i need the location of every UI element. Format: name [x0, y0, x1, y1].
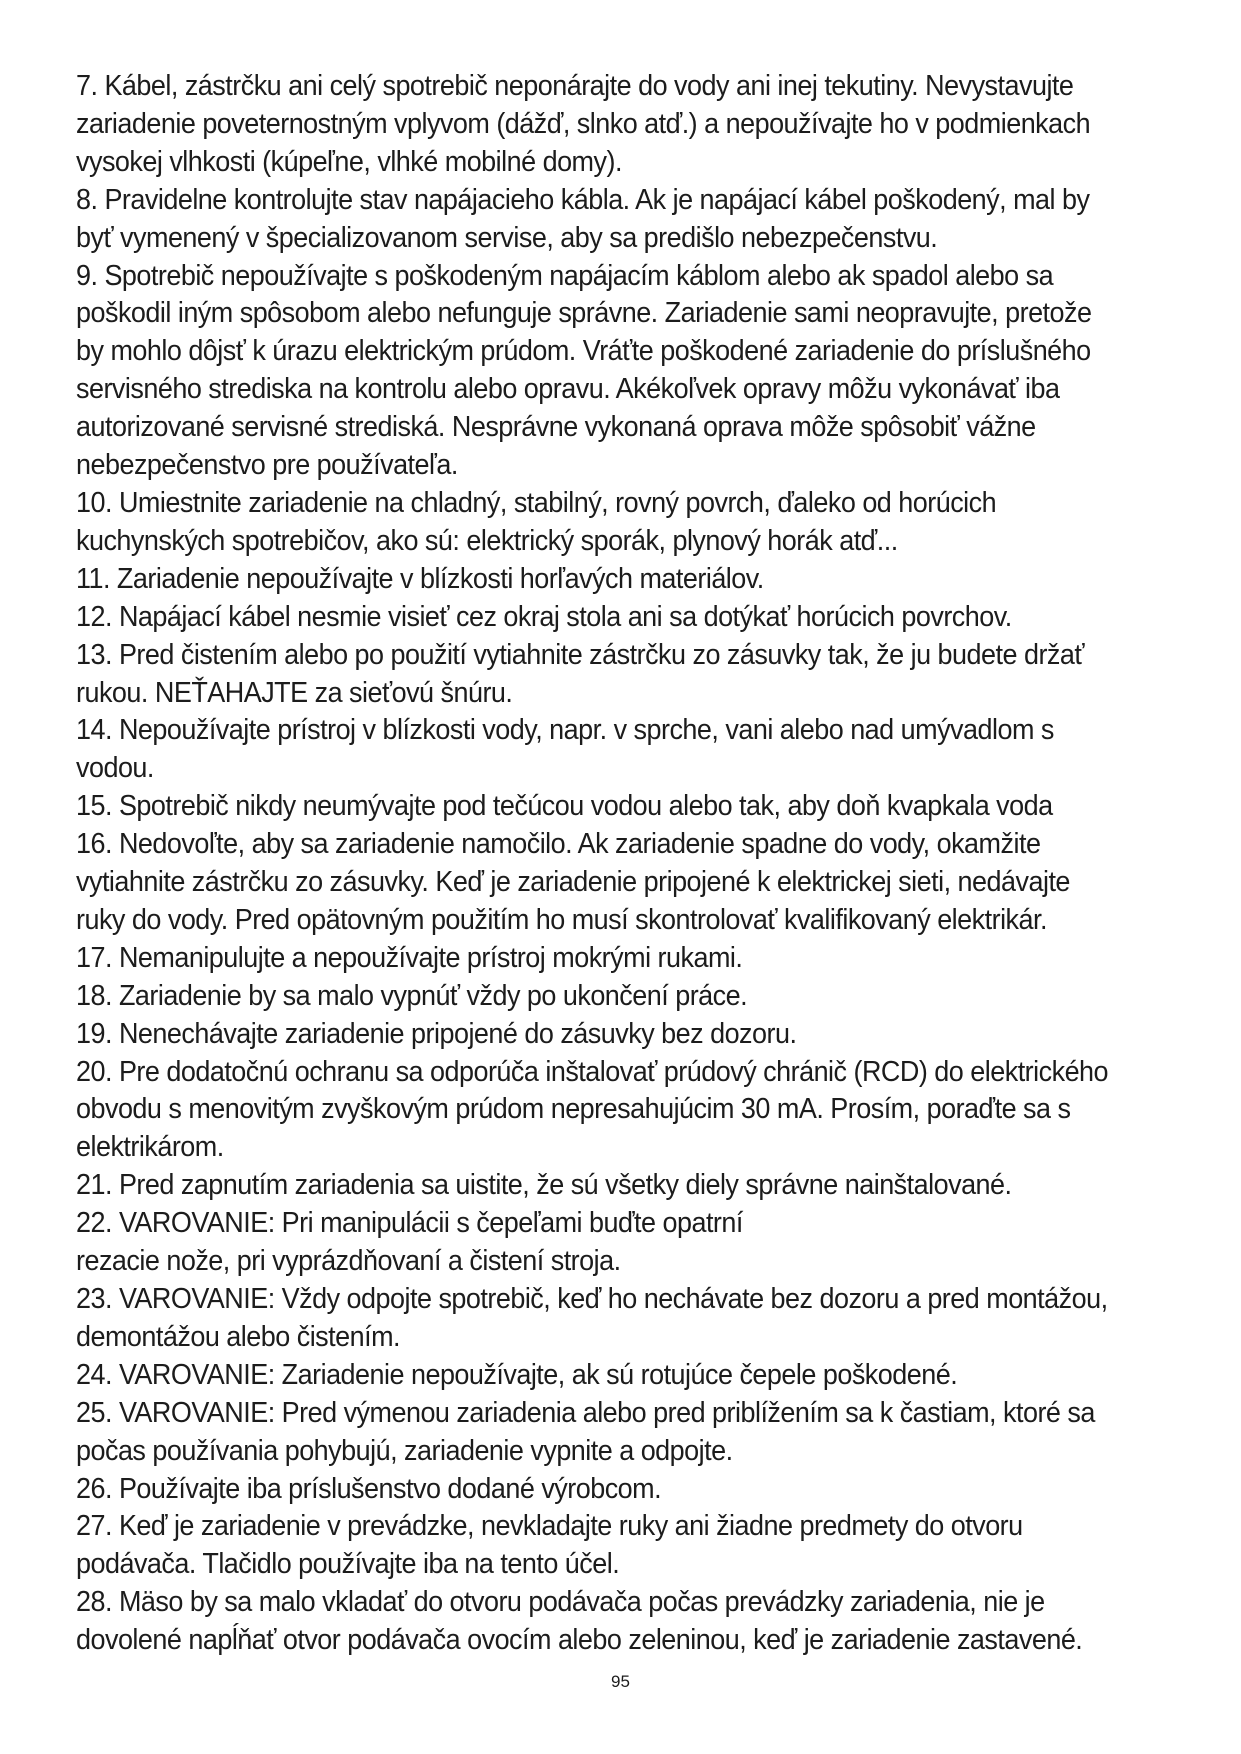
text-line: 18. Zariadenie by sa malo vypnúť vždy po ukončení práce.	[76, 979, 748, 1012]
text-line: 25. VAROVANIE: Pred výmenou zariadenia alebo pred priblížením sa k častiam, ktoré sa	[76, 1396, 1095, 1429]
text-line: 9. Spotrebič nepoužívajte s poškodeným napájacím káblom alebo ak spadol alebo sa	[76, 259, 1054, 292]
text-line: autorizované servisné strediská. Nesprávne vykonaná oprava môže spôsobiť vážne	[76, 411, 1036, 444]
text-line: elektrikárom.	[76, 1131, 224, 1164]
text-line: 20. Pre dodatočnú ochranu sa odporúča inštalovať prúdový chránič (RCD) do elektrického	[76, 1055, 1109, 1088]
text-line: demontážou alebo čistením.	[76, 1320, 401, 1353]
text-line: 28. Mäso by sa malo vkladať do otvoru podávača počas prevádzky zariadenia, nie je	[76, 1586, 1045, 1619]
text-line: 8. Pravidelne kontrolujte stav napájacieho kábla. Ak je napájací kábel poškodený, mal by	[76, 183, 1090, 216]
page-number: 95	[611, 1672, 630, 1691]
text-line: rukou. NEŤAHAJTE za sieťovú šnúru.	[76, 676, 513, 709]
text-line: 7. Kábel, zástrčku ani celý spotrebič neponárajte do vody ani inej tekutiny. Nevystavujte	[76, 70, 1074, 102]
text-line: rezacie nože, pri vyprázdňovaní a čistení stroja.	[76, 1245, 621, 1278]
text-line: 22. VAROVANIE: Pri manipulácii s čepeľami buďte opatrní	[76, 1207, 743, 1240]
text-line: počas používania pohybujú, zariadenie vypnite a odpojte.	[76, 1434, 733, 1467]
text-line: 27. Keď je zariadenie v prevádzke, nevkladajte ruky ani žiadne predmety do otvoru	[76, 1510, 1023, 1543]
text-line: 12. Napájací kábel nesmie visieť cez okraj stola ani sa dotýkať horúcich povrchov.	[76, 600, 1012, 633]
text-line: podávača. Tlačidlo používajte iba na tento účel.	[76, 1548, 620, 1581]
text-line: obvodu s menovitým zvyškovým prúdom nepresahujúcim 30 mA. Prosím, poraďte sa s	[76, 1093, 1071, 1126]
text-line: 23. VAROVANIE: Vždy odpojte spotrebič, keď ho nechávate bez dozoru a pred montážou,	[76, 1283, 1108, 1315]
text-line: poškodil iným spôsobom alebo nefunguje správne. Zariadenie sami neopravujte, pretože	[76, 297, 1092, 330]
text-line: by mohlo dôjsť k úrazu elektrickým prúdom. Vráťte poškodené zariadenie do príslušného	[76, 335, 1091, 368]
text-line: 24. VAROVANIE: Zariadenie nepoužívajte, ak sú rotujúce čepele poškodené.	[76, 1358, 958, 1391]
text-line: 26. Používajte iba príslušenstvo dodané výrobcom.	[76, 1472, 662, 1505]
text-line: 10. Umiestnite zariadenie na chladný, stabilný, rovný povrch, ďaleko od horúcich	[76, 486, 997, 519]
text-line: kuchynských spotrebičov, ako sú: elektrický sporák, plynový horák atď...	[76, 524, 898, 557]
text-line: 14. Nepoužívajte prístroj v blízkosti vody, napr. v sprche, vani alebo nad umývadlom s	[76, 714, 1054, 747]
text-line: 15. Spotrebič nikdy neumývajte pod tečúcou vodou alebo tak, aby doň kvapkala voda	[76, 790, 1053, 823]
text-line: byť vymenený v špecializovanom servise, aby sa predišlo nebezpečenstvu.	[76, 221, 938, 254]
text-line: 13. Pred čistením alebo po použití vytiahnite zástrčku zo zásuvky tak, že ju budete držať	[76, 638, 1084, 671]
text-line: 17. Nemanipulujte a nepoužívajte prístroj mokrými rukami.	[76, 941, 743, 974]
text-line: dovolené napĺňať otvor podávača ovocím alebo zeleninou, keď je zariadenie zastavené.	[76, 1624, 1083, 1657]
text-line: 19. Nenechávajte zariadenie pripojené do zásuvky bez dozoru.	[76, 1017, 797, 1050]
text-line: vytiahnite zástrčku zo zásuvky. Keď je zariadenie pripojené k elektrickej sieti, nedávajte	[76, 866, 1070, 899]
text-line: vysokej vlhkosti (kúpeľne, vlhké mobilné domy).	[76, 145, 622, 178]
text-line: 16. Nedovoľte, aby sa zariadenie namočilo. Ak zariadenie spadne do vody, okamžite	[76, 828, 1041, 861]
text-line: nebezpečenstvo pre používateľa.	[76, 449, 458, 482]
text-line: servisného strediska na kontrolu alebo opravu. Akékoľvek opravy môžu vykonávať iba	[76, 373, 1060, 406]
text-line: vodou.	[76, 752, 154, 785]
text-line: zariadenie poveternostným vplyvom (dážď, slnko atď.) a nepoužívajte ho v podmienkach	[76, 107, 1091, 140]
text-line: ruky do vody. Pred opätovným použitím ho musí skontrolovať kvalifikovaný elektrikár.	[76, 903, 1047, 936]
instructions-text	[76, 68, 1186, 1660]
text-line: 11. Zariadenie nepoužívajte v blízkosti horľavých materiálov.	[76, 562, 764, 595]
text-line: 21. Pred zapnutím zariadenia sa uistite, že sú všetky diely správne nainštalované.	[76, 1169, 1012, 1202]
